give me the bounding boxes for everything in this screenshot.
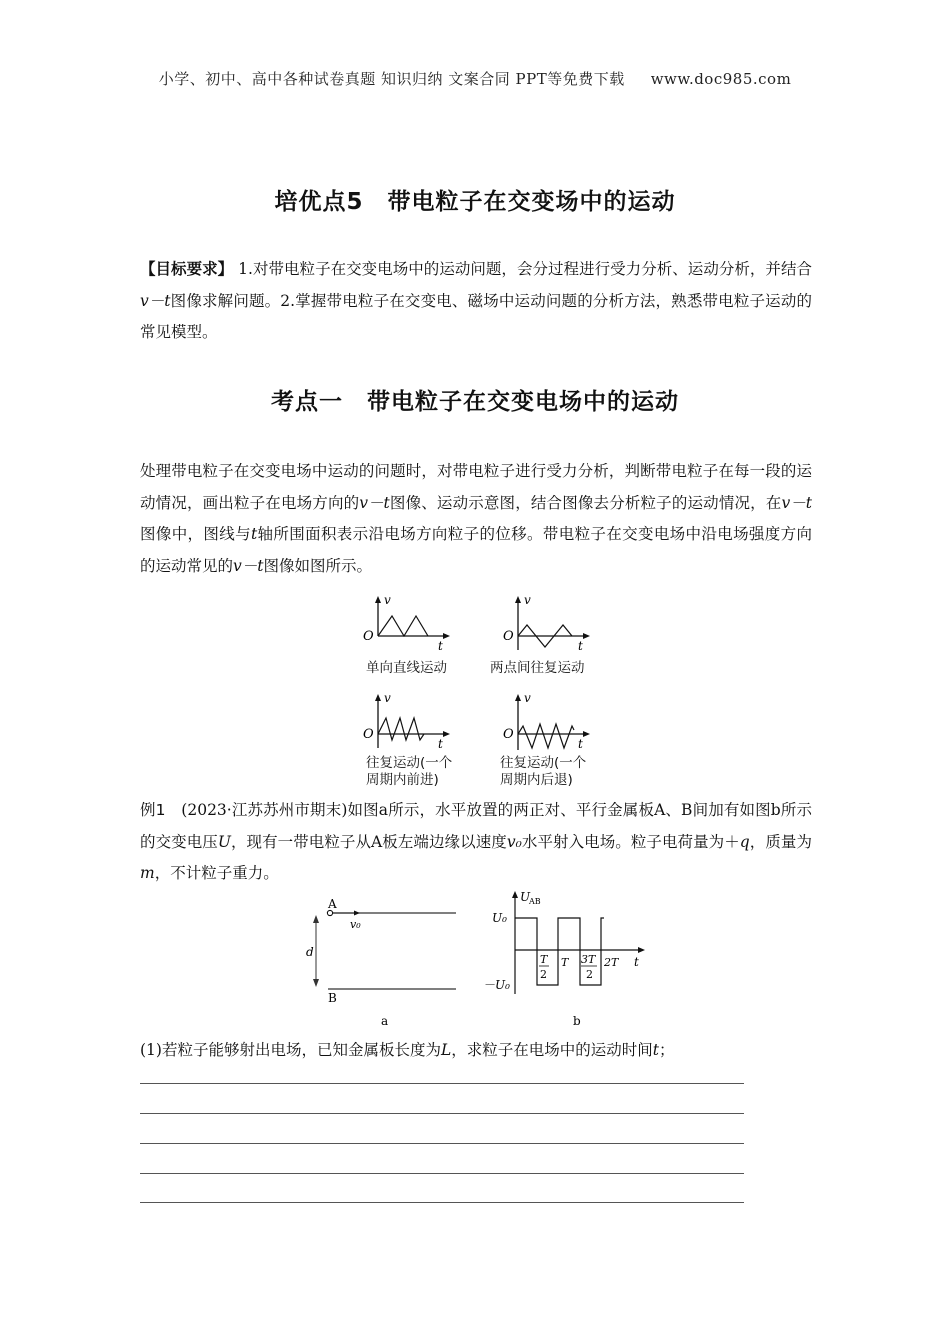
v-axis-label: v — [524, 691, 531, 705]
vt-graph-reciprocating-backward — [502, 690, 602, 752]
vt-graph-unidirectional — [362, 592, 462, 654]
u0-label: U₀ — [492, 911, 507, 925]
distance-label: d — [306, 945, 314, 959]
t-axis-label: t — [438, 639, 443, 653]
figure-b-voltage-chart — [480, 886, 650, 1032]
answer-line[interactable] — [140, 1143, 744, 1144]
y-axis-subscript: AB — [529, 897, 541, 906]
example-label: 例1 — [140, 801, 166, 819]
header-text: 小学、初中、高中各种试卷真题 知识归纳 文案合同 PPT等免费下载 — [158, 70, 625, 88]
example-source: (2023·江苏苏州市期末) — [181, 801, 348, 819]
vt-graph-reciprocating-forward — [362, 690, 462, 752]
origin-label: O — [503, 629, 514, 644]
origin-label: O — [503, 727, 514, 742]
v-axis-label: v — [524, 593, 531, 607]
answer-line[interactable] — [140, 1083, 744, 1084]
tick-3t-half-den: 2 — [586, 968, 593, 981]
tick-3t-half-num: 3T — [581, 953, 596, 966]
v-axis-label: v — [384, 691, 391, 705]
page-title: 培优点5 带电粒子在交变场中的运动 — [274, 189, 676, 215]
vt-caption-1: 单向直线运动 — [366, 660, 447, 676]
intro-paragraph: 处理带电粒子在交变电场中运动的问题时，对带电粒子进行受力分析，判断带电粒子在每一段的运动情况，画出粒子在电场方向的v－t图像、运动示意图，结合图像去分析粒子的运动情况，在v－t图像中，图线与t轴所围面积表示沿电场方向粒子的位移。带电粒子在交变电场中沿电场强度方向的运动常见的v－t图像如图所示。 — [140, 462, 812, 575]
t-axis-label: t — [578, 737, 583, 751]
section-title: 考点一 带电粒子在交变电场中的运动 — [271, 389, 679, 415]
tick-2t: 2T — [604, 956, 619, 969]
origin-label: O — [363, 629, 374, 644]
velocity-label: v₀ — [350, 918, 361, 931]
figure-a-caption: a — [381, 1014, 389, 1028]
tick-half-t-num: T — [540, 953, 548, 966]
tick-t: T — [561, 956, 569, 969]
y-axis-label: U — [520, 890, 531, 904]
t-axis-label: t — [438, 737, 443, 751]
t-axis-label: t — [634, 955, 639, 969]
neg-u0-label: －U₀ — [483, 978, 510, 992]
v-axis-label: v — [384, 593, 391, 607]
figure-b-caption: b — [573, 1014, 581, 1028]
answer-line[interactable] — [140, 1113, 744, 1114]
objective-paragraph: 【目标要求】 1.对带电粒子在交变电场中的运动问题，会分过程进行受力分析、运动分析，并结合v－t图像求解问题。2.掌握带电粒子在交变电、磁场中运动问题的分析方法，熟悉带电粒子运动的常见模型。 — [140, 260, 812, 341]
tick-half-t-den: 2 — [540, 968, 547, 981]
answer-line[interactable] — [140, 1173, 744, 1174]
vt-caption-2: 两点间往复运动 — [490, 660, 585, 676]
vt-graph-two-point-oscillation — [502, 592, 602, 654]
particle — [327, 910, 332, 915]
vt-caption-4: 往复运动(一个 周期内后退) — [500, 755, 587, 788]
t-axis-label: t — [578, 639, 583, 653]
answer-line[interactable] — [140, 1202, 744, 1203]
plate-a-label: A — [328, 897, 337, 911]
plate-b-label: B — [328, 991, 337, 1005]
objective-label: 【目标要求】 — [140, 260, 234, 278]
vt-caption-3: 往复运动(一个 周期内前进) — [366, 755, 453, 788]
example1-paragraph: 例1 (2023·江苏苏州市期末)如图a所示，水平放置的两正对、平行金属板A、B间加有如图b所示的交变电压U，现有一带电粒子从A板左端边缘以速度v₀水平射入电场。粒子电荷量为＋q，质量为m，不计粒子重力。 — [140, 801, 812, 882]
page-header — [0, 68, 950, 89]
origin-label: O — [363, 727, 374, 742]
question-1: (1)若粒子能够射出电场，已知金属板长度为L，求粒子在电场中的运动时间t； — [140, 1041, 675, 1059]
figure-a-parallel-plates — [300, 892, 462, 1032]
header-url[interactable]: www.doc985.com — [650, 70, 792, 88]
